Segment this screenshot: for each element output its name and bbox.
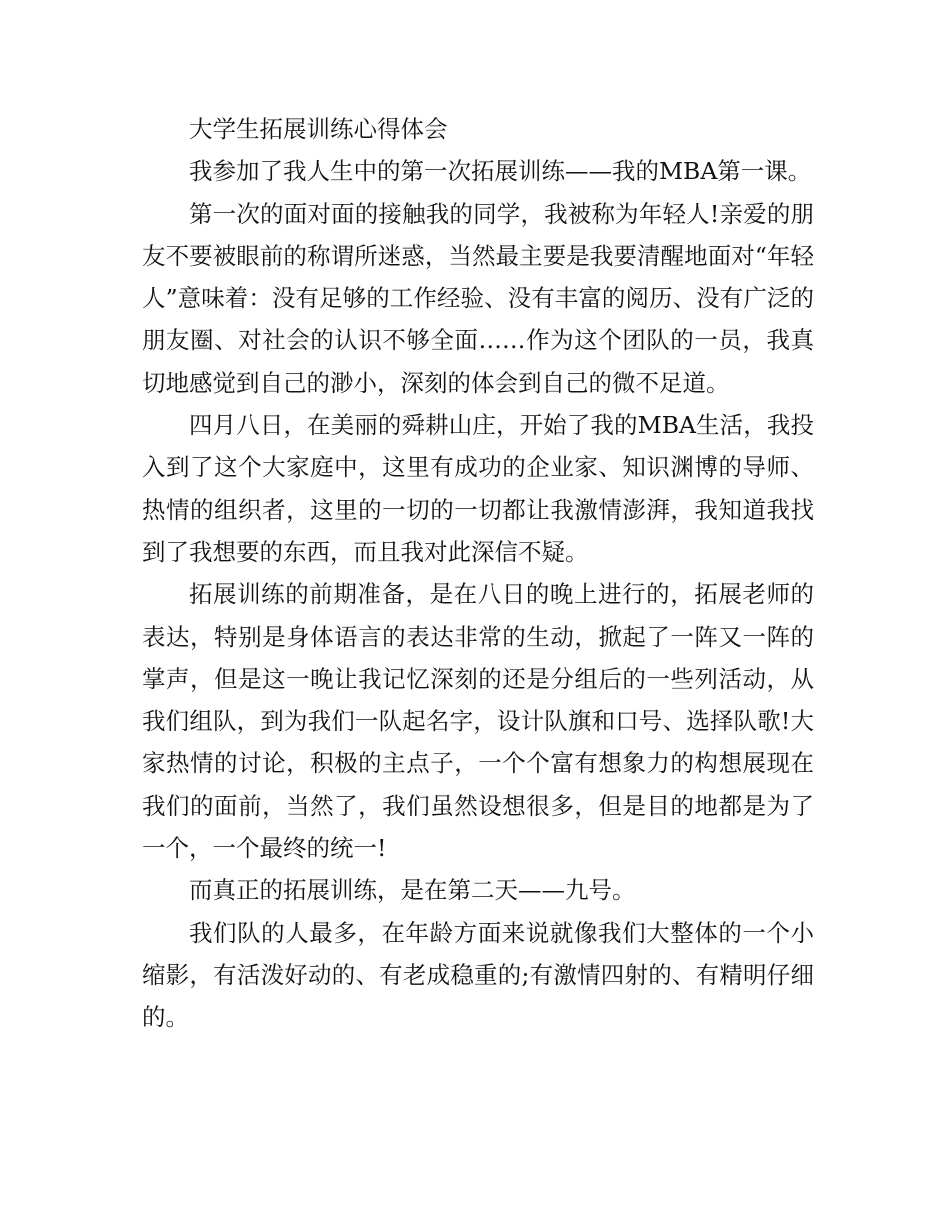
paragraph: 四月八日，在美丽的舜耕山庄，开始了我的MBA生活，我投入到了这个大家庭中，这里有成功的企业家、知识渊博的导师、热情的组织者，这里的一切的一切都让我激情澎湃，我知道我找到了我想要的东西，而且我对此深信不疑。 bbox=[142, 411, 814, 566]
paragraph: 拓展训练的前期准备，是在八日的晚上进行的，拓展老师的表达，特别是身体语言的表达非常的生动，掀起了一阵又一阵的掌声，但是这一晚让我记忆深刻的还是分组后的一些列活动，从我们组队，到为我们一队起名字，设计队旗和口号、选择队歌!大家热情的讨论，积极的主点子，一个个富有想象力的构想展现在我们的面前，当然了，我们虽然设想很多，但是目的地都是为了一个，一个最终的统一! bbox=[142, 580, 814, 863]
document-title: 大学生拓展训练心得体会 bbox=[189, 115, 448, 143]
paragraph: 第一次的面对面的接触我的同学，我被称为年轻人!亲爱的朋友不要被眼前的称谓所迷惑，当然最主要是我要清醒地面对“年轻人”意味着：没有足够的工作经验、没有丰富的阅历、没有广泛的朋友圈、对社会的认识不够全面……作为这个团队的一员，我真切地感觉到自己的渺小，深刻的体会到自己的微不足道。 bbox=[142, 199, 814, 397]
paragraph: 而真正的拓展训练，是在第二天——九号。 bbox=[189, 876, 636, 905]
paragraph: 我们队的人最多，在年龄方面来说就像我们大整体的一个小缩影，有活泼好动的、有老成稳重的;有激情四射的、有精明仔细的。 bbox=[142, 918, 814, 1032]
document-body bbox=[142, 108, 814, 1039]
paragraph: 我参加了我人生中的第一次拓展训练——我的MBA第一课。 bbox=[189, 157, 812, 186]
